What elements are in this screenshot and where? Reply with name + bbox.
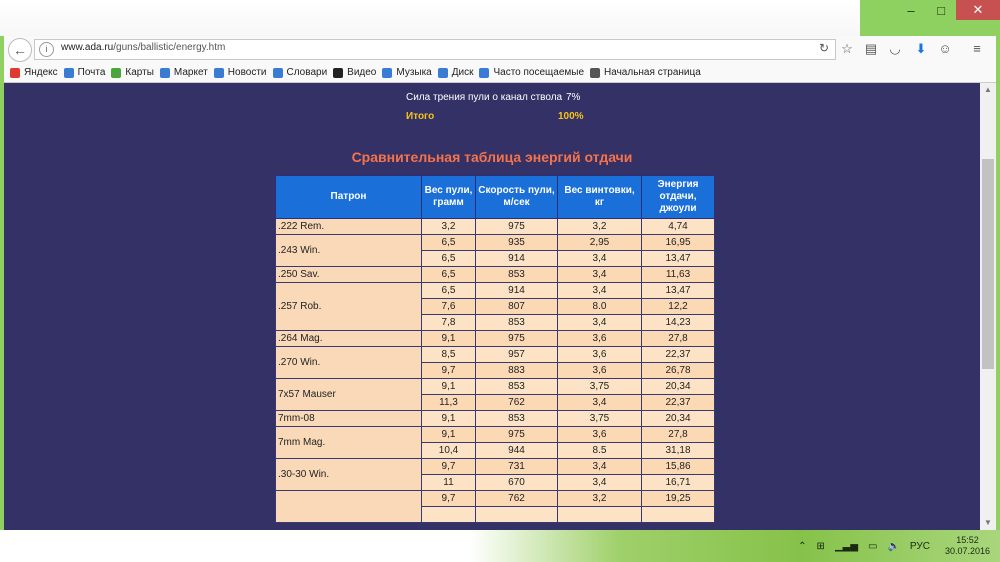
bookmark-item[interactable]: [10, 67, 58, 78]
value-cell: 7,8: [422, 315, 476, 331]
value-cell: 3,2: [558, 219, 642, 235]
friction-label: Сила трения пули о канал ствола: [406, 92, 563, 103]
value-cell: 3,6: [558, 331, 642, 347]
bookmark-label: Новости: [227, 67, 267, 78]
value-cell: 853: [476, 411, 558, 427]
value-cell: 13,47: [642, 251, 715, 267]
table-row: [276, 459, 715, 475]
bookmarks-bar: [4, 63, 996, 83]
bookmark-favicon-icon: [10, 68, 20, 78]
header-cartridge: Патрон: [276, 176, 422, 219]
value-cell: 914: [476, 283, 558, 299]
cartridge-cell: .270 Win.: [276, 347, 422, 379]
bookmark-label: Диск: [451, 67, 474, 78]
value-cell: 8,5: [422, 347, 476, 363]
bookmark-favicon-icon: [160, 68, 170, 78]
value-cell: 9,1: [422, 427, 476, 443]
keyboard-language[interactable]: РУС: [909, 540, 930, 552]
url-path: /guns/ballistic/energy.htm: [113, 42, 226, 53]
url-host: www.ada.ru: [61, 42, 114, 53]
value-cell: 27,8: [642, 427, 715, 443]
table-row: [276, 379, 715, 395]
table-row: [276, 427, 715, 443]
bookmark-favicon-icon: [273, 68, 283, 78]
value-cell: 914: [476, 251, 558, 267]
value-cell: [476, 507, 558, 523]
value-cell: [642, 507, 715, 523]
scrollbar-thumb[interactable]: [982, 159, 994, 369]
value-cell: 27,8: [642, 331, 715, 347]
value-cell: 15,86: [642, 459, 715, 475]
bookmark-favicon-icon: [214, 68, 224, 78]
windows-flag-icon[interactable]: ⊞: [816, 540, 825, 552]
value-cell: 731: [476, 459, 558, 475]
cartridge-cell: .30-30 Win.: [276, 459, 422, 491]
value-cell: 3,4: [558, 283, 642, 299]
value-cell: 3,75: [558, 379, 642, 395]
minimize-button[interactable]: –: [907, 2, 915, 18]
pocket-icon[interactable]: ◡: [889, 41, 901, 56]
value-cell: 3,6: [558, 347, 642, 363]
clock-date: 30.07.2016: [944, 546, 990, 556]
value-cell: 935: [476, 235, 558, 251]
value-cell: 762: [476, 395, 558, 411]
value-cell: 22,37: [642, 347, 715, 363]
header-recoil-energy: Энергия отдачи, джоули: [642, 176, 715, 219]
bookmark-label: Часто посещаемые: [493, 67, 585, 78]
cartridge-cell: .257 Rob.: [276, 283, 422, 331]
bookmark-item[interactable]: [214, 67, 267, 78]
clock-time: 15:52: [956, 535, 979, 545]
value-cell: 762: [476, 491, 558, 507]
vertical-scrollbar[interactable]: [980, 83, 996, 530]
section-title: Сравнительная таблица энергий отдачи: [351, 149, 633, 165]
header-bullet-speed: Скорость пули, м/сек: [476, 176, 558, 219]
taskbar: [0, 530, 1000, 562]
value-cell: 11,3: [422, 395, 476, 411]
bookmark-item[interactable]: [438, 67, 474, 78]
table-row: [276, 411, 715, 427]
bookmark-favicon-icon: [111, 68, 121, 78]
page-content: [4, 83, 980, 530]
bookmark-item[interactable]: [479, 67, 584, 78]
window-controls: [896, 0, 1000, 22]
value-cell: 3,75: [558, 411, 642, 427]
close-button[interactable]: ✕: [956, 0, 1000, 20]
bookmark-item[interactable]: [273, 67, 328, 78]
value-cell: 3,2: [422, 219, 476, 235]
value-cell: 9,7: [422, 491, 476, 507]
value-cell: 14,23: [642, 315, 715, 331]
table-body: [276, 219, 715, 523]
value-cell: 2,95: [558, 235, 642, 251]
value-cell: 6,5: [422, 251, 476, 267]
bookmark-label: Яндекс: [24, 67, 58, 78]
value-cell: 9,1: [422, 331, 476, 347]
bookmark-item[interactable]: [382, 67, 431, 78]
bookmark-item[interactable]: [111, 67, 154, 78]
bookmark-favicon-icon: [64, 68, 74, 78]
value-cell: 6,5: [422, 283, 476, 299]
value-cell: 3,6: [558, 363, 642, 379]
total-value: 100%: [558, 111, 584, 122]
bookmark-item[interactable]: [160, 67, 208, 78]
battery-icon[interactable]: ▭: [868, 540, 878, 552]
reload-icon[interactable]: ↻: [818, 41, 829, 55]
value-cell: 16,95: [642, 235, 715, 251]
value-cell: 3,4: [558, 267, 642, 283]
table-row: [276, 235, 715, 251]
value-cell: 6,5: [422, 235, 476, 251]
bookmark-favicon-icon: [333, 68, 343, 78]
bookmark-label: Начальная страница: [604, 67, 701, 78]
cartridge-cell: [276, 491, 422, 523]
value-cell: 31,18: [642, 443, 715, 459]
table-row: [276, 331, 715, 347]
cartridge-cell: .250 Sav.: [276, 267, 422, 283]
bookmark-label: Карты: [125, 67, 154, 78]
nav-toolbar: [4, 36, 996, 64]
volume-icon[interactable]: 🔈: [887, 540, 900, 552]
bookmark-favicon-icon: [382, 68, 392, 78]
scroll-down-icon[interactable]: ▼: [984, 518, 992, 527]
url-text: [61, 42, 225, 53]
clock[interactable]: [945, 535, 990, 557]
value-cell: 975: [476, 331, 558, 347]
scroll-up-icon[interactable]: ▲: [984, 85, 992, 94]
value-cell: 8.5: [558, 443, 642, 459]
info-icon[interactable]: i: [39, 42, 54, 57]
header-rifle-weight: Вес винтовки, кг: [558, 176, 642, 219]
value-cell: 3,4: [558, 459, 642, 475]
value-cell: 807: [476, 299, 558, 315]
value-cell: [422, 507, 476, 523]
recoil-energy-table: [275, 175, 715, 523]
table-row: [276, 491, 715, 507]
cartridge-cell: 7x57 Mauser: [276, 379, 422, 411]
bookmark-favicon-icon: [590, 68, 600, 78]
signal-icon[interactable]: ▁▃▅: [834, 540, 859, 552]
download-icon[interactable]: ⬇: [915, 41, 927, 56]
table-row: [276, 283, 715, 299]
back-button[interactable]: [8, 38, 32, 62]
value-cell: 13,47: [642, 283, 715, 299]
bookmark-label: Почта: [77, 67, 106, 78]
system-tray: [793, 530, 990, 562]
total-label: Итого: [406, 111, 435, 122]
value-cell: 11: [422, 475, 476, 491]
reading-list-icon[interactable]: ▤: [864, 41, 878, 56]
bookmark-item[interactable]: [64, 67, 106, 78]
value-cell: 4,74: [642, 219, 715, 235]
bookmark-item[interactable]: [590, 67, 701, 78]
value-cell: 22,37: [642, 395, 715, 411]
cartridge-cell: 7mm Mag.: [276, 427, 422, 459]
bookmark-star-icon[interactable]: ☆: [841, 41, 853, 56]
value-cell: 975: [476, 219, 558, 235]
value-cell: 957: [476, 347, 558, 363]
value-cell: 26,78: [642, 363, 715, 379]
value-cell: 9,7: [422, 363, 476, 379]
back-arrow-icon: ←: [13, 42, 27, 58]
value-cell: 853: [476, 267, 558, 283]
value-cell: 8.0: [558, 299, 642, 315]
show-hidden-icons-icon[interactable]: ⌃: [798, 540, 807, 552]
smiley-icon[interactable]: ☺: [938, 41, 952, 56]
table-row: [276, 347, 715, 363]
value-cell: 9,7: [422, 459, 476, 475]
menu-icon[interactable]: ≡: [973, 41, 981, 56]
value-cell: 853: [476, 379, 558, 395]
value-cell: 12,2: [642, 299, 715, 315]
maximize-button[interactable]: □: [937, 2, 945, 18]
value-cell: 11,63: [642, 267, 715, 283]
bookmark-label: Маркет: [173, 67, 208, 78]
value-cell: 670: [476, 475, 558, 491]
value-cell: 19,25: [642, 491, 715, 507]
cartridge-cell: .243 Win.: [276, 235, 422, 267]
value-cell: 3,2: [558, 491, 642, 507]
value-cell: 975: [476, 427, 558, 443]
table-row: [276, 219, 715, 235]
bookmark-favicon-icon: [479, 68, 489, 78]
friction-value: 7%: [566, 92, 581, 103]
value-cell: 883: [476, 363, 558, 379]
cartridge-cell: 7mm-08: [276, 411, 422, 427]
table-row: [276, 267, 715, 283]
value-cell: 16,71: [642, 475, 715, 491]
value-cell: 3,4: [558, 251, 642, 267]
cartridge-cell: .264 Mag.: [276, 331, 422, 347]
value-cell: [558, 507, 642, 523]
value-cell: 20,34: [642, 411, 715, 427]
bookmark-label: Музыка: [396, 67, 432, 78]
value-cell: 9,1: [422, 379, 476, 395]
value-cell: 853: [476, 315, 558, 331]
bookmark-label: Видео: [347, 67, 377, 78]
tab-strip: [0, 0, 860, 36]
value-cell: 3,4: [558, 395, 642, 411]
value-cell: 3,4: [558, 475, 642, 491]
header-bullet-weight: Вес пули, грамм: [422, 176, 476, 219]
bookmark-label: Словари: [286, 67, 328, 78]
value-cell: 9,1: [422, 411, 476, 427]
value-cell: 3,6: [558, 427, 642, 443]
bookmark-item[interactable]: [333, 67, 376, 78]
address-bar[interactable]: [34, 39, 836, 60]
value-cell: 3,4: [558, 315, 642, 331]
title-bar[interactable]: [0, 0, 1000, 36]
value-cell: 7,6: [422, 299, 476, 315]
table-header-row: [276, 176, 715, 219]
bookmark-favicon-icon: [438, 68, 448, 78]
cartridge-cell: .222 Rem.: [276, 219, 422, 235]
value-cell: 6,5: [422, 267, 476, 283]
value-cell: 944: [476, 443, 558, 459]
value-cell: 10,4: [422, 443, 476, 459]
value-cell: 20,34: [642, 379, 715, 395]
